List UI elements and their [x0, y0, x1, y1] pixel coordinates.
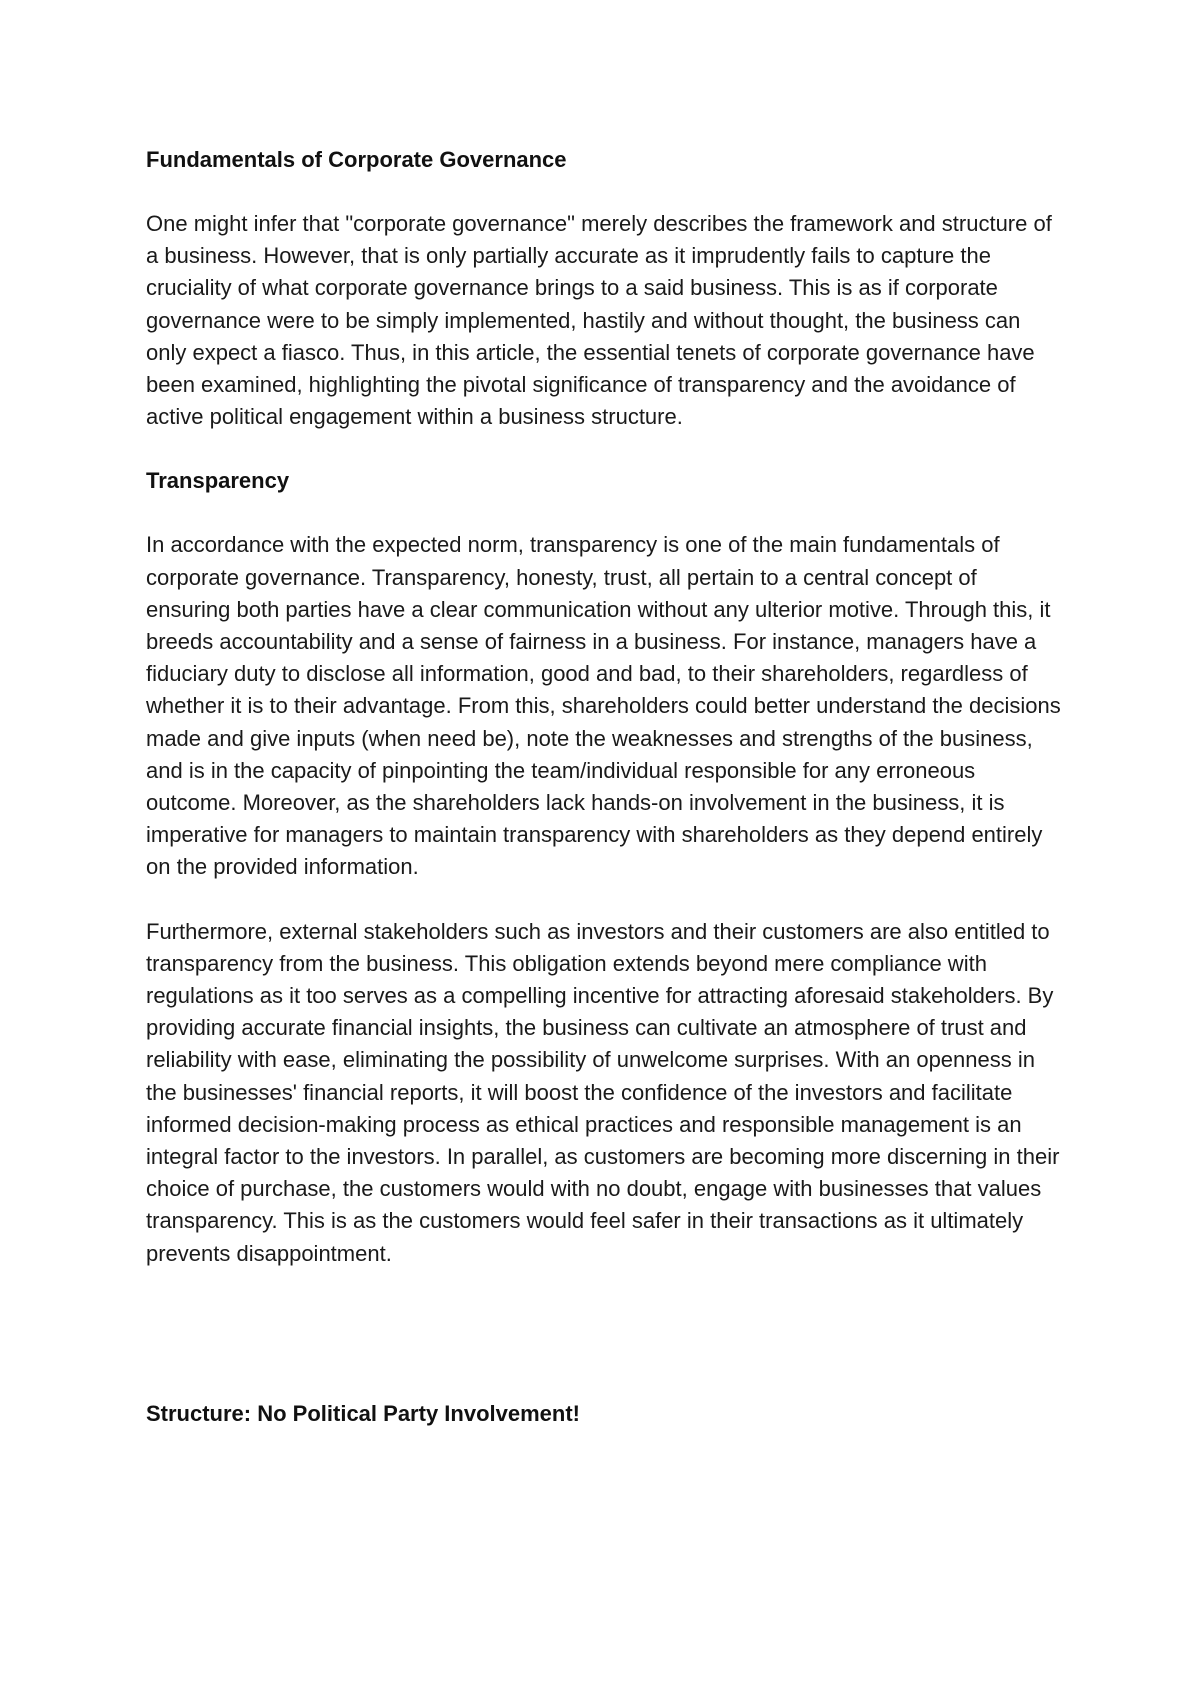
document-title: Fundamentals of Corporate Governance	[146, 147, 567, 172]
section-heading-structure: Structure: No Political Party Involvement!	[146, 1400, 580, 1426]
transparency-paragraph-2: Furthermore, external stakeholders such as investors and their customers are also entitled to transparency from the business. This obligation extends beyond mere compliance with regulations as it too serves as a compelling incentive for attracting aforesaid stakeholders. By providing accurate financial insights, the business can cultivate an atmosphere of trust and reliability with ease, eliminating the possibility of unwelcome surprises. With an openness in the businesses' financial reports, it will boost the confidence of the investors and facilitate informed decision-making process as ethical practices and responsible management is an integral factor to the investors. In parallel, as customers are becoming more discerning in their choice of purchase, the customers would with no doubt, engage with businesses that values transparency. This is as the customers would feel safer in their transactions as it ultimately prevents disappointment.	[146, 918, 1060, 1266]
intro-paragraph: One might infer that "corporate governance" merely describes the framework and structure of a business. However, that is only partially accurate as it imprudently fails to capture the cruciality of what corporate governance brings to a said business. This is as if corporate governance were to be simply implemented, hastily and without thought, the business can only expect a fiasco. Thus, in this article, the essential tenets of corporate governance have been examined, highlighting the pivotal significance of transparency and the avoidance of active political engagement within a business structure.	[146, 211, 1052, 430]
document-body	[146, 144, 1066, 1430]
transparency-paragraph-1: In accordance with the expected norm, transparency is one of the main fundamentals of corporate governance. Transparency, honesty, trust, all pertain to a central concept of ensuring both parties have a clear communication without any ulterior motive. Through this, it breeds accountability and a sense of fairness in a business. For instance, managers have a fiduciary duty to disclose all information, good and bad, to their shareholders, regardless of whether it is to their advantage. From this, shareholders could better understand the decisions made and give inputs (when need be), note the weaknesses and strengths of the business, and is in the capacity of pinpointing the team/individual responsible for any erroneous outcome. Moreover, as the shareholders lack hands-on involvement in the business, it is imperative for managers to maintain transparency with shareholders as they depend entirely on the provided information.	[146, 532, 1061, 880]
section-heading-transparency: Transparency	[146, 468, 290, 494]
